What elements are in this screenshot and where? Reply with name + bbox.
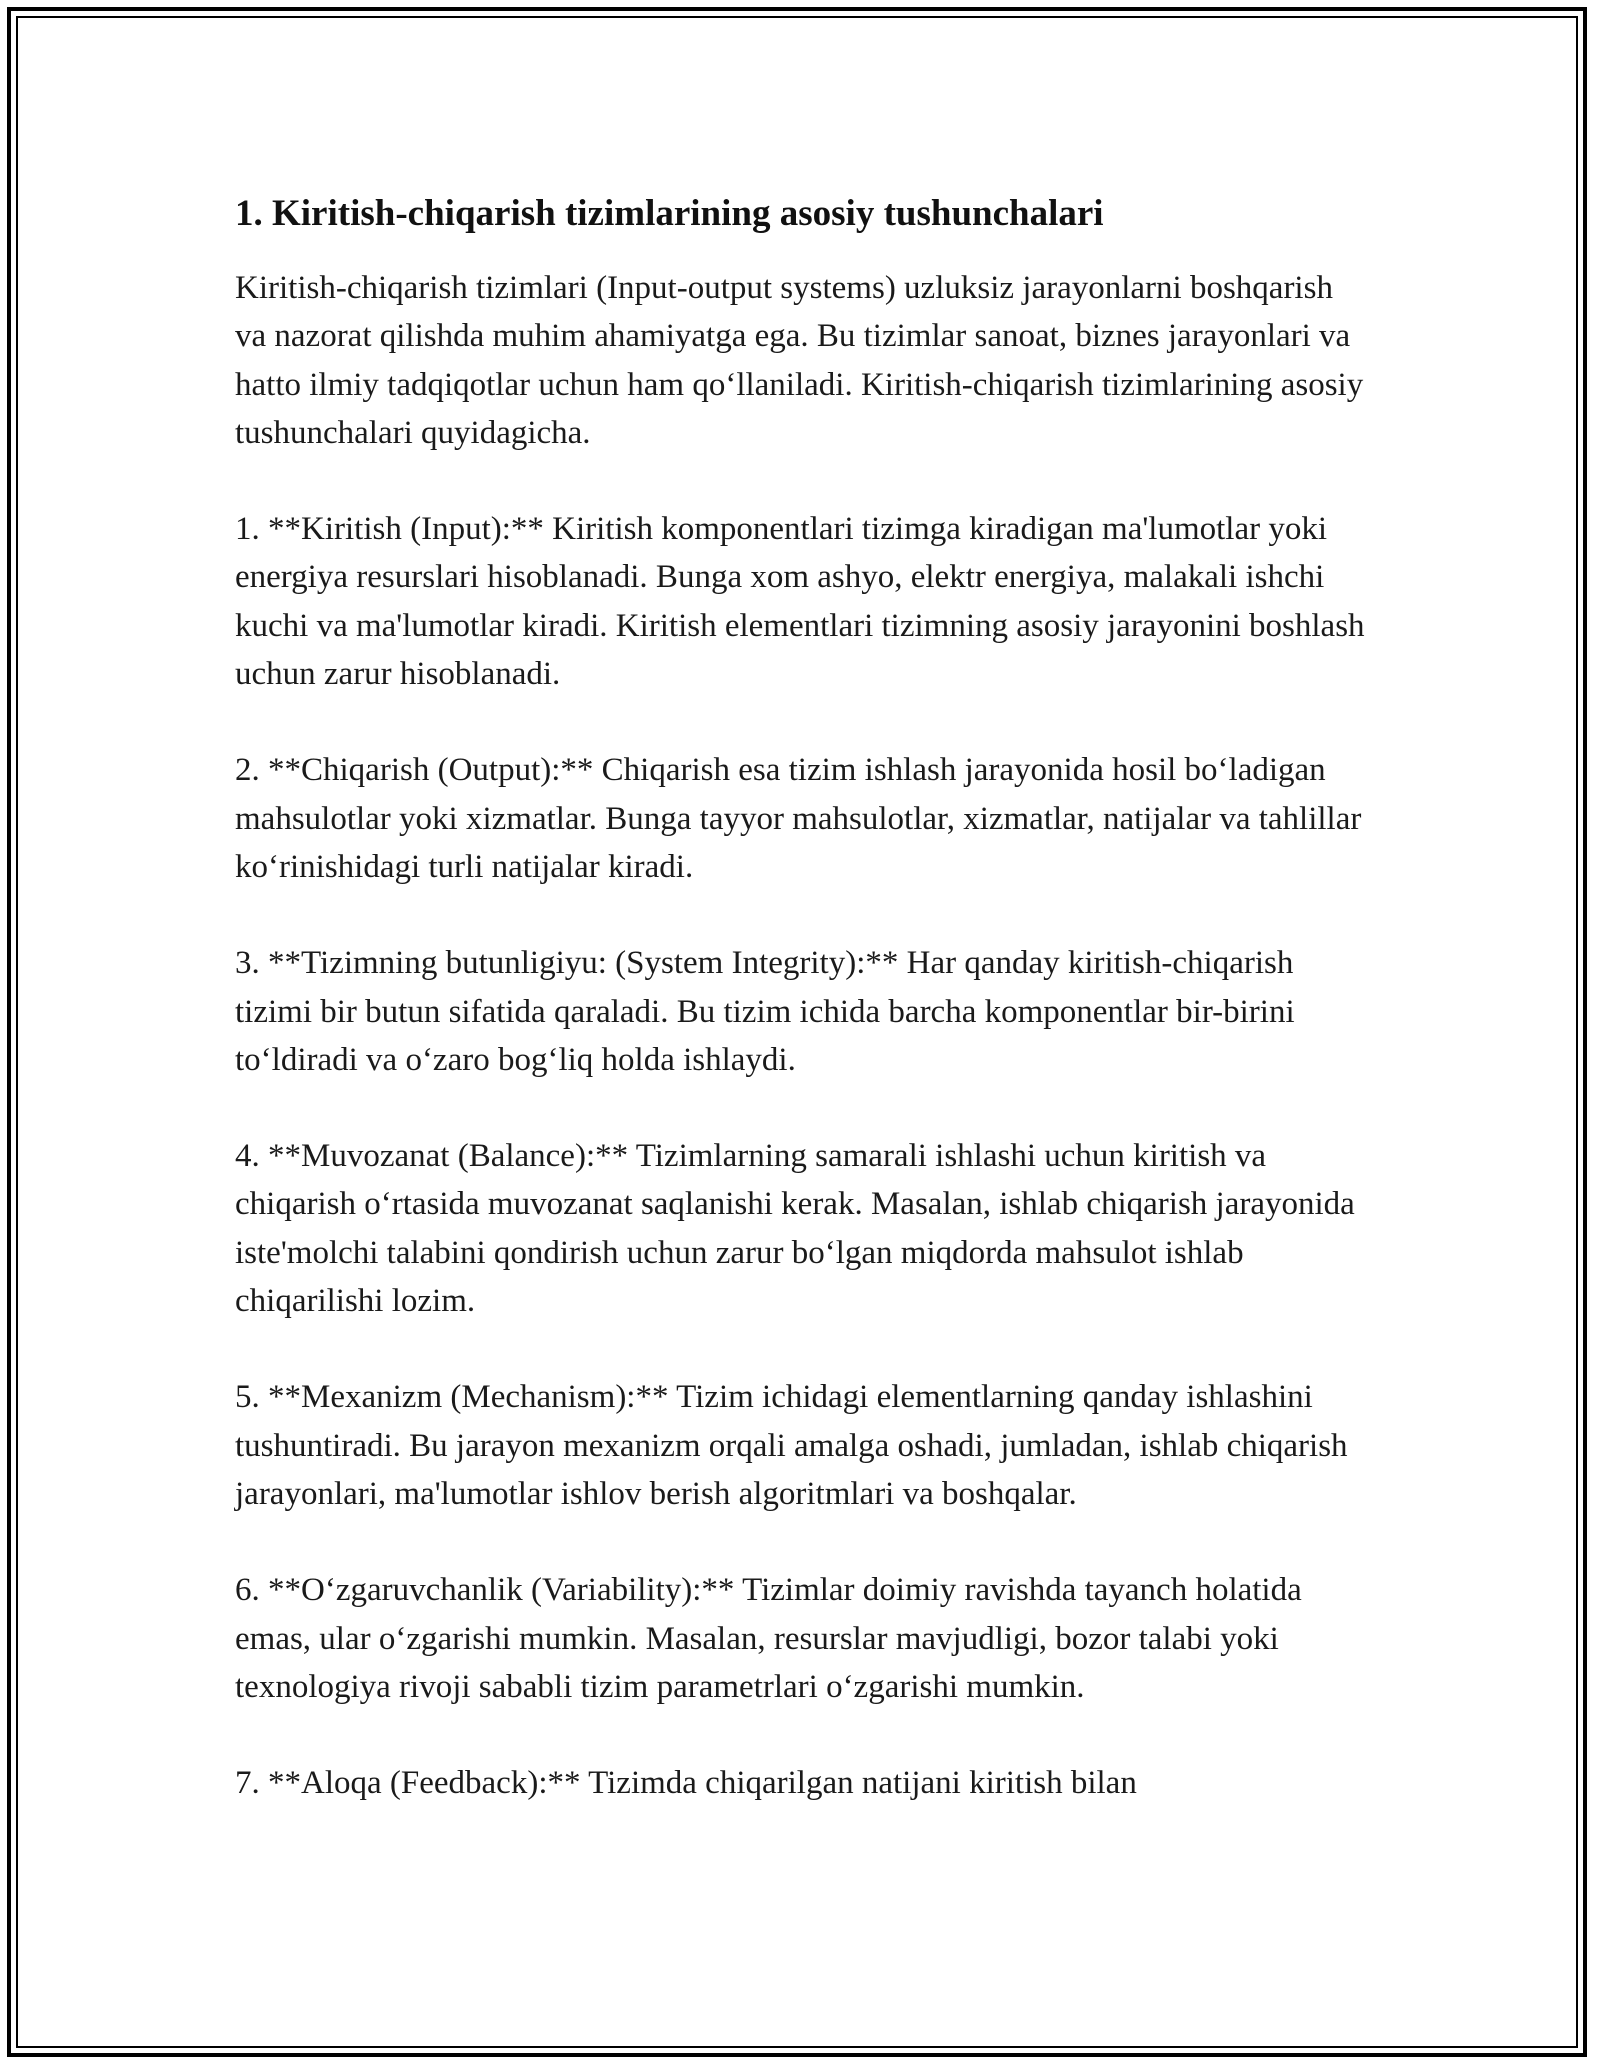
paragraph-balance: 4. **Muvozanat (Balance):** Tizimlarning samarali ishlashi uchun kiritish va chiqarish oʻrtasida muvozanat saqlanishi kerak. Masalan, ishlab chiqarish jarayonida iste'molchi talabini qondirish uchun zarur boʻlgan miqdorda mahsulot ishlab chiqarilishi lozim. [235,1138,1355,1320]
paragraph-system-integrity: 3. **Tizimning butunligiyu: (System Integrity):** Har qanday kiritish-chiqarish tizimi bir butun sifatida qaraladi. Bu tizim ichida barcha komponentlar bir-birini toʻldiradi va oʻzaro bogʻliq holda ishlaydi. [235,945,1295,1078]
paragraph-input: 1. **Kiritish (Input):** Kiritish komponentlari tizimga kiradigan ma'lumotlar yoki energiya resurslari hisoblanadi. Bunga xom ashyo, elektr energiya, malakali ishchi kuchi va ma'lumotlar kiradi. Kiritish elementlari tizimning asosiy jarayonini boshlash uchun zarur hisoblanadi. [235,511,1365,693]
paragraph-feedback: 7. **Aloqa (Feedback):** Tizimda chiqarilgan natijani kiritish bilan [235,1765,1137,1802]
paragraph-output: 2. **Chiqarish (Output):** Chiqarish esa tizim ishlash jarayonida hosil boʻladigan mahsulotlar yoki xizmatlar. Bunga tayyor mahsulotlar, xizmatlar, natijalar va tahlillar koʻrinishidagi turli natijalar kiradi. [235,752,1362,885]
document-body [235,186,1370,1855]
paragraph-mechanism: 5. **Mexanizm (Mechanism):** Tizim ichidagi elementlarning qanday ishlashini tushuntiradi. Bu jarayon mexanizm orqali amalga oshadi, jumladan, ishlab chiqarish jarayonlari, ma'lumotlar ishlov berish algoritmlari va boshqalar. [235,1379,1348,1512]
intro-paragraph: Kiritish-chiqarish tizimlari (Input-output systems) uzluksiz jarayonlarni boshqarish va nazorat qilishda muhim ahamiyatga ega. Bu tizimlar sanoat, biznes jarayonlari va hatto ilmiy tadqiqotlar uchun ham qoʻllaniladi. Kiritish-chiqarish tizimlarining asosiy tushunchalari quyidagicha. [235,270,1364,451]
paragraph-variability: 6. **Oʻzgaruvchanlik (Variability):** Tizimlar doimiy ravishda tayanch holatida emas, ular oʻzgarishi mumkin. Masalan, resurslar mavjudligi, bozor talabi yoki texnologiya rivoji sababli tizim parametrlari oʻzgarishi mumkin. [235,1572,1302,1705]
section-heading: 1. Kiritish-chiqarish tizimlarining asosiy tushunchalari [235,193,1104,234]
